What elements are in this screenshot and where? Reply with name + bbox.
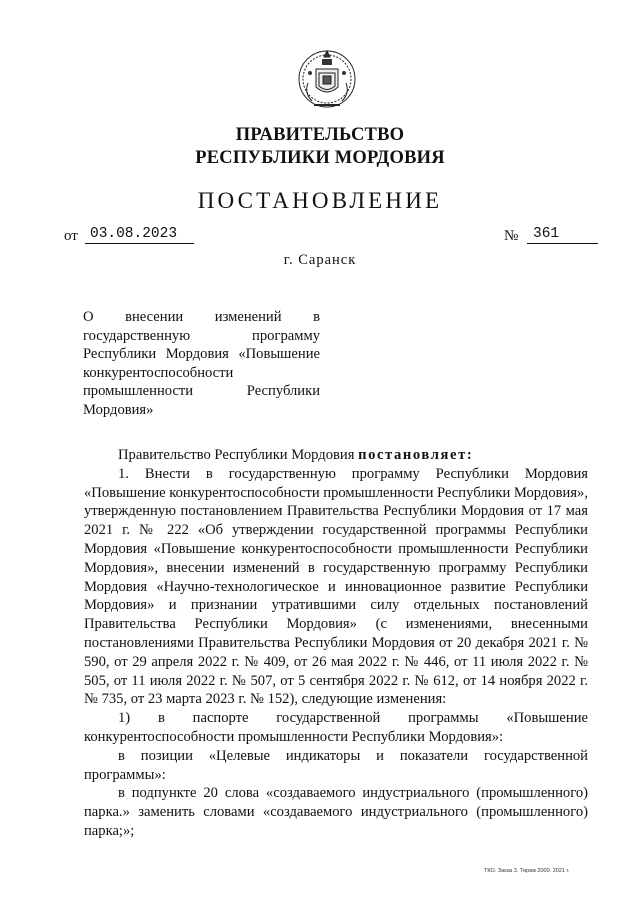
document-date: 03.08.2023 [85,226,194,244]
paragraph-3: в позиции «Целевые индикаторы и показатели государственной программы»: [84,747,588,783]
city: г. Саранск [283,252,357,268]
date-prefix: от [64,228,78,244]
coat-of-arms-emblem [296,43,358,115]
intro-text: Правительство Республики Мордовия [118,447,359,463]
number-prefix: № [504,228,519,244]
resolution-word: постановляет: [358,447,474,463]
paragraph-4: в подпункте 20 слова «создаваемого индустриального (промышленного) парка.» заменить словами «создаваемого индустриального (промышленного) парка;»; [84,785,588,839]
intro-paragraph [84,446,588,465]
document-number: 361 [527,226,598,244]
paragraph-2: 1) в паспорте государственной программы «Повышение конкурентоспособности промышленности Республики Мордовия»: [84,710,588,745]
document-body [84,446,588,841]
document-subject: О внесении изменений в государственную программу Республики Мордовия «Повышение конкурентоспособности промышленности Республики Мордовия» [83,309,320,418]
print-footer: ТКО. Заказ 3. Тираж 2000. 2021 г. [484,868,570,874]
document-type: ПОСТАНОВЛЕНИЕ [197,188,443,213]
government-title: ПРАВИТЕЛЬСТВО [235,125,405,145]
paragraph-1: 1. Внести в государственную программу Республики Мордовия «Повышение конкурентоспособности промышленности Республики Мордовия», утвержденную постановлением Правительства Республики Мордовия от 17 мая 2021 г. № 222 «Об утверждении государственной программы Республики Мордовия «Повышение конкурентоспособности промышленности Республики Мордовия», внесении изменений в государственную программу Республики Мордовия «Научно-технологическое и инновационное развитие Республики Мордовия» и признании утратившими силу отдельных постановлений Правительства Республики Мордовия» (с изменениями, внесенными постановлениями Правительства Республики Мордовия от 20 декабря 2021 г. № 590, от 29 апреля 2022 г. № 409, от 26 мая 2022 г. № 446, от 11 июля 2022 г. № 505, от 11 июля 2022 г. № 507, от 5 сентября 2022 г. № 612, от 14 ноября 2022 г. № 735, от 23 марта 2023 г. № 152), следующие изменения: [84,465,588,708]
republic-title: РЕСПУБЛИКИ МОРДОВИЯ [195,148,445,168]
